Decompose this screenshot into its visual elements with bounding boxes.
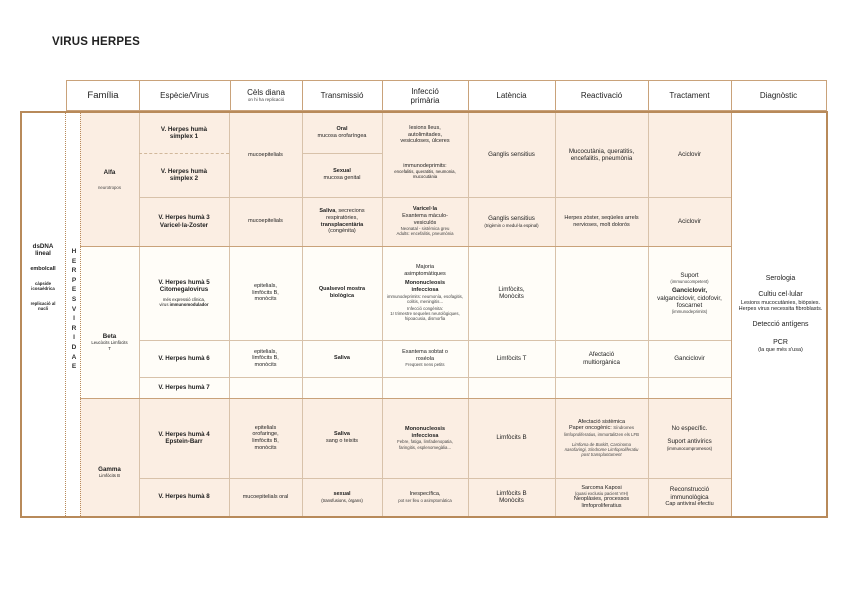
vzv-tractament-text: Aciclovir <box>677 217 702 225</box>
ebv-transmissio-detail: sang o teixits <box>325 438 359 444</box>
embolcall-label: embolcall <box>30 265 56 272</box>
hhv8-infeccio-text: Inespecífica, <box>409 491 441 498</box>
hsv-cels-text: mucoepitelials <box>248 151 283 158</box>
hsv1-transmissio-detail: mucosa orofaríngea <box>317 133 367 139</box>
hhv8-latencia <box>468 478 555 516</box>
header-diagnostic-label: Diagnòstic <box>759 91 798 100</box>
vzv-latencia-text: Ganglis sensitius <box>488 215 535 223</box>
cmv-tractament <box>648 246 731 340</box>
hhv8-cels <box>229 478 302 516</box>
species-ebv <box>139 398 229 478</box>
vzv-reactivacio-text: Herpes zòster, seqüeles arrels nervioses, molt dolorós <box>564 214 639 228</box>
header-especie <box>139 81 231 110</box>
hhv6-cels-text: epitelials, limfòcits B, monòcits <box>252 348 279 368</box>
hsv2-transmissio-detail: mucosa genital <box>323 175 361 181</box>
header-latencia <box>468 81 556 110</box>
family-beta-name: Beta <box>102 333 117 341</box>
vzv-infeccio-sub2: Adults: encefalitis, pneumònia <box>396 231 454 237</box>
hsv2-infeccio-sub: encefalitis, queratitis, neumonia, mucocutània <box>394 169 456 180</box>
family-alfa-sub: neurotropos <box>98 184 121 190</box>
header-infeccio <box>382 81 469 110</box>
hsv-tractament-text: Aciclovir <box>677 151 702 159</box>
herpesviridae-letter: D <box>71 343 77 351</box>
ebv-infeccio-sub: Febre, fatiga, limfadenopatia, faringitis, esplenomegàlia... <box>397 439 453 450</box>
header-infeccio-label-2: primària <box>410 95 440 105</box>
hhv8-cels-text: mucoepitelials oral <box>242 493 289 500</box>
hsv2-infeccio <box>382 151 468 191</box>
vzv-transmissio <box>302 197 382 246</box>
header-especie-label: Espècie/Virus <box>160 91 209 100</box>
vzv-latencia-sub: (trigèmin o medul·la espinal) <box>484 222 539 228</box>
vzv-latencia <box>468 197 555 246</box>
col-sep-tractament <box>731 113 732 516</box>
hhv6-tractament <box>648 340 731 377</box>
cmv-tractament-2: Ganciclovir, <box>671 287 708 295</box>
family-beta <box>80 246 139 398</box>
diagnostic-column <box>733 113 828 516</box>
header-reactivacio <box>555 81 649 110</box>
header-familia <box>67 81 140 110</box>
vzv-infeccio-text: Exantema màculo-vesiculós <box>402 213 448 226</box>
vzv-transmissio-transplacentaria: transplacentària <box>320 221 364 228</box>
hsv-cels <box>229 113 302 197</box>
ebv-reactivacio-2-main: Paper oncogènic: <box>568 425 612 432</box>
hhv8-tractament <box>648 478 731 516</box>
herpesviridae-letter: I <box>73 315 75 323</box>
herpesviridae-letter: R <box>71 267 77 275</box>
family-gamma <box>80 398 139 516</box>
hhv8-transmissio-main: sexual <box>333 491 351 498</box>
header-familia-label: Família <box>87 90 119 101</box>
cmv-infeccio-1: Majoria asimptomàtiques <box>404 264 446 277</box>
species-hhv6 <box>139 340 229 377</box>
vzv-infeccio-sub1: Neonatal - sistèmica greu <box>400 226 450 232</box>
cmv-tractament-3: valganciclovir, cidofovir, foscarnet <box>657 294 722 309</box>
hsv2-name: V. Herpes humà símplex 2 <box>160 167 208 182</box>
cmv-infeccio-sub3: 1r trimestre sequeles neurològiques, hipoacusia, dismorfia <box>390 311 460 322</box>
hsv-latencia <box>468 113 555 197</box>
vzv-infeccio-main: Varicel·la <box>412 206 438 213</box>
diagnostic-pcr-sub: (la que més s'usa) <box>758 347 803 354</box>
ebv-infeccio <box>382 398 468 478</box>
ebv-infeccio-main: Mononucleosis infecciosa <box>404 426 446 439</box>
vzv-cels <box>229 197 302 246</box>
header-infeccio-label-1: Infecció <box>411 86 439 96</box>
hhv6-transmissio <box>302 340 382 377</box>
cmv-name: V. Herpes humà 5 Citomegalovirus <box>158 279 210 294</box>
family-alfa-name: Alfa <box>103 169 116 177</box>
ebv-tractament-1: No específic. <box>671 425 708 433</box>
hsv-tractament <box>648 113 731 197</box>
diagnostic-antigens: Detecció antígens <box>752 320 809 328</box>
diagnostic-pcr: PCR <box>773 339 788 346</box>
hsv-reactivacio <box>555 113 648 197</box>
herpesviridae-letter: V <box>71 305 77 313</box>
species-vzv <box>139 197 229 246</box>
vzv-transmissio-secrecions: , secrecions respiratòries, <box>326 208 365 221</box>
document-title: VIRUS HERPES <box>52 36 141 48</box>
replicacio-label: replicació al nucli <box>30 300 56 311</box>
ebv-reactivacio-2 <box>557 425 647 438</box>
ebv-latencia-text: Limfòcits B <box>496 434 527 442</box>
cmv-latencia-text: Limfòcits, Monòcits <box>498 285 525 300</box>
cmv-transmissio <box>302 246 382 340</box>
cmv-cels <box>229 246 302 340</box>
vzv-reactivacio <box>555 197 648 246</box>
hhv8-transmissio <box>302 478 382 516</box>
hhv8-name: V. Herpes humà 8 <box>158 493 210 501</box>
species-hhv7 <box>139 377 229 398</box>
ebv-tractament-2: Suport antivírics <box>667 438 712 446</box>
hhv6-name: V. Herpes humà 6 <box>158 354 210 362</box>
header-tractament-label: Tractament <box>669 91 710 100</box>
diagnostic-serologia: Serologia <box>765 275 796 283</box>
cmv-name-sub2-b: immunomodulador <box>169 301 209 307</box>
cmv-name-sub1: més expressió clínica, <box>162 296 206 302</box>
diagnostic-cultiu-sub: Lesions mucocutànies, biòpsies. Herpes virus necessita fibroblasts. <box>738 299 823 313</box>
hhv6-infeccio-sub: Freqüent nens petits <box>405 362 445 368</box>
table-header-row <box>66 80 827 111</box>
vzv-tractament <box>648 197 731 246</box>
hhv6-tractament-text: Ganciclovir <box>674 354 705 362</box>
ebv-reactivacio <box>555 398 648 478</box>
hhv8-tractament-2: Cap antiviral efectiu <box>665 501 714 507</box>
herpesviridae-letter: H <box>71 248 77 255</box>
virus-table <box>20 111 828 518</box>
hhv6-reactivacio-text: Afectació multiorgànica <box>583 351 620 366</box>
header-reactivacio-label: Reactivació <box>580 91 623 100</box>
family-gamma-sub: Limfòcits B <box>98 473 120 479</box>
family-beta-sub: Leucòcits Limfòcits T <box>91 340 128 351</box>
vzv-transmissio-saliva: Saliva <box>319 208 336 215</box>
ebv-reactivacio-1: Afectació sistèmica <box>577 418 626 425</box>
left-dotted-line <box>65 113 66 516</box>
ebv-cels-text: epitelials orofaringe, limfòcits B, monòcits <box>252 424 279 451</box>
hhv8-transmissio-detail: (transfusions, òrgans) <box>321 497 363 503</box>
hsv1-transmissio-main: Oral <box>336 126 348 133</box>
vzv-transmissio-congenita: (congènita) <box>328 228 356 235</box>
header-transmissio-label: Transmissió <box>320 91 364 100</box>
hhv8-latencia-text: Limfòcits B Monòcits <box>496 489 527 504</box>
cmv-tractament-3s: (immunodeprimits) <box>671 309 708 315</box>
hhv6-infeccio-text: Exantema sobtat o roséola <box>402 349 448 362</box>
ebv-transmissio <box>302 398 382 478</box>
cmv-name-sub2 <box>159 302 208 307</box>
header-cels-sub: on hi ha replicació <box>247 97 285 102</box>
header-cels-diana <box>230 81 303 110</box>
herpesviridae-label <box>67 247 81 372</box>
species-hsv1 <box>139 113 229 153</box>
header-diagnostic <box>731 81 826 110</box>
hsv-reactivacio-text: Mucocutània, queratitis, encefalitis, pneumònia <box>568 147 635 162</box>
vzv-infeccio <box>382 197 468 246</box>
vzv-name: V. Herpes humà 3 Varicel·la-Zoster <box>158 214 210 229</box>
species-hhv8 <box>139 478 229 516</box>
herpesviridae-letter: A <box>71 353 77 361</box>
family-gamma-name: Gamma <box>98 465 121 473</box>
dna-info <box>22 243 64 363</box>
hhv6-latencia <box>468 340 555 377</box>
vzv-transmissio-text <box>306 208 378 221</box>
cmv-infeccio-2: Mononucleosis infecciosa <box>404 280 446 294</box>
cmv-tractament-1s: (immunocompetent) <box>670 279 709 284</box>
ebv-tractament-2s: (immunocompromesos) <box>666 445 713 451</box>
hhv8-infeccio <box>382 478 468 516</box>
hhv6-transmissio-text: Saliva <box>334 355 350 362</box>
hhv8-reactivacio-1s: (quasi exclusiu pacient VIH) <box>574 491 629 497</box>
vzv-cels-text: mucoepitelials <box>248 218 283 225</box>
ebv-tractament <box>648 398 731 478</box>
hsv1-name: V. Herpes humà símplex 1 <box>160 125 208 140</box>
capside-label: càpside icosaèdrica <box>31 281 55 292</box>
herpesviridae-letter: P <box>71 276 77 284</box>
herpesviridae-letter: R <box>71 324 77 332</box>
header-cels-label: Cèls diana <box>247 88 285 97</box>
hhv8-reactivacio <box>555 478 648 516</box>
hsv2-transmissio <box>302 153 382 197</box>
hsv1-infeccio <box>382 117 468 153</box>
hhv8-reactivacio-2: Neoplàsies, processos limfoproliferatius <box>573 496 630 509</box>
hhv8-reactivacio-1: Sarcoma Kaposi <box>581 484 622 491</box>
family-alfa <box>80 113 139 246</box>
hhv8-tractament-1: Reconstrucció immunològica <box>669 486 710 501</box>
diagnostic-cultiu: Cultiu cel·lular <box>758 291 803 299</box>
cmv-infeccio <box>382 246 468 340</box>
ebv-name: V. Herpes humà 4 Epstein-Barr <box>158 430 210 445</box>
herpesviridae-letter: E <box>71 257 77 265</box>
hhv6-latencia-text: Limfòcits T <box>496 354 527 362</box>
cmv-name-sub2-a: virus <box>159 301 170 307</box>
ebv-transmissio-main: Saliva <box>334 431 350 438</box>
hhv6-infeccio <box>382 340 468 377</box>
ebv-cels <box>229 398 302 478</box>
header-latencia-label: Latència <box>496 91 527 100</box>
cmv-infeccio-sub2: Infecció congènita: <box>407 306 443 312</box>
ebv-latencia <box>468 398 555 478</box>
ebv-reactivacio-3: Limfoma de Burkitt, Carcinoma nasofaringi, Síndrome Limfoproliferatiu post transplantament <box>564 441 639 457</box>
hhv6-cels <box>229 340 302 377</box>
cmv-cels-text: epitelials, limfòcits B, monòcits <box>252 283 279 303</box>
herpesviridae-letter: E <box>71 363 77 371</box>
hsv1-transmissio <box>302 113 382 153</box>
header-tractament <box>648 81 732 110</box>
hsv2-transmissio-main: Sexual <box>333 168 351 175</box>
ebv-reactivacio-2-sub: Síndromes limfoproliferatius, immortalitzen els LFB <box>564 425 639 437</box>
hsv1-infeccio-text: lesions lleus, autolimitades, vesiculoses, úlceres <box>400 125 450 145</box>
hsv-latencia-text: Ganglis sensitius <box>488 151 535 159</box>
cmv-tractament-1: Suport <box>680 271 699 279</box>
herpesviridae-letter: S <box>71 295 77 303</box>
hhv7-name: V. Herpes humà 7 <box>158 383 210 391</box>
herpesviridae-letter: E <box>71 286 77 294</box>
hhv6-reactivacio <box>555 340 648 377</box>
dsdna-label: dsDNA lineal <box>32 243 54 258</box>
herpesviridae-letter: I <box>73 334 75 342</box>
species-cmv <box>139 246 229 340</box>
cmv-infeccio-sub1: immunodeprimits: neumonía, esofagitis, colitis, meningitis... <box>387 293 463 304</box>
header-transmissio <box>302 81 383 110</box>
cmv-latencia <box>468 246 555 340</box>
hsv2-infeccio-text: immunodeprimits: <box>403 162 447 169</box>
cmv-transmissio-text: Qualsevol mostra biològica <box>318 286 366 299</box>
species-hsv2 <box>139 153 229 197</box>
hhv8-infeccio-sub: pot ser lleu o asimptomàtica <box>398 497 452 503</box>
